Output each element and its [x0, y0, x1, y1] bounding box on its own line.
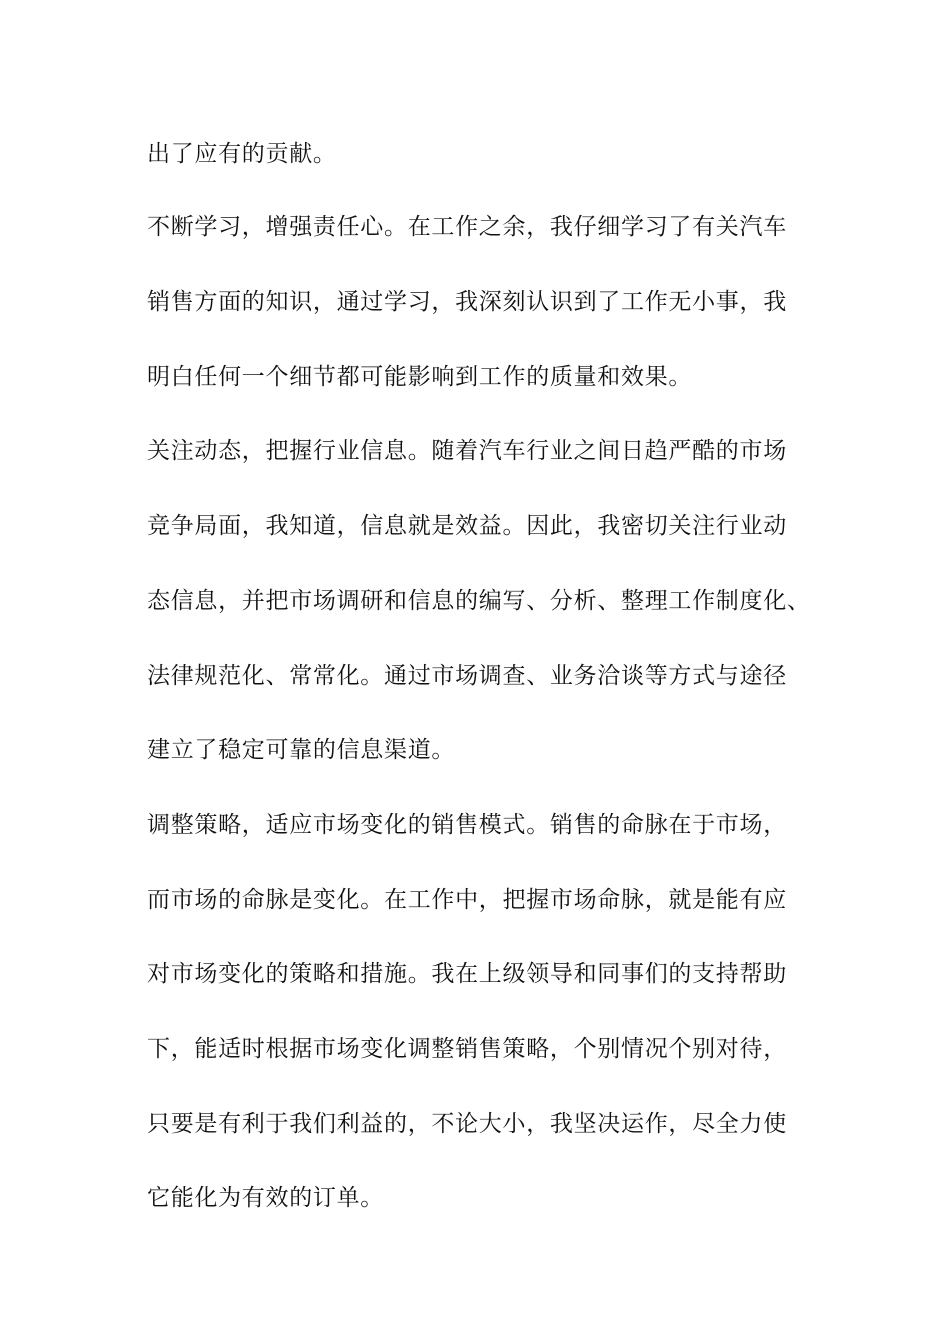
text-line-13: 下，能适时根据市场变化调整销售策略，个别情况个别对待，	[147, 1036, 787, 1062]
text-line-8: 法律规范化、常常化。通过市场调查、业务洽谈等方式与途径	[147, 663, 787, 689]
text-line-5: 关注动态，把握行业信息。随着汽车行业之间日趋严酷的市场	[147, 438, 787, 464]
text-line-15: 它能化为有效的订单。	[147, 1185, 384, 1211]
text-line-7: 态信息，并把市场调研和信息的编写、分析、整理工作制度化、	[147, 588, 811, 614]
text-line-12: 对市场变化的策略和措施。我在上级领导和同事们的支持帮助	[147, 961, 787, 987]
text-line-2: 不断学习，增强责任心。在工作之余，我仔细学习了有关汽车	[147, 214, 787, 240]
text-line-4: 明白任何一个细节都可能影响到工作的质量和效果。	[147, 364, 693, 390]
text-line-11: 而市场的命脉是变化。在工作中，把握市场命脉，就是能有应	[147, 887, 787, 913]
text-line-3: 销售方面的知识，通过学习，我深刻认识到了工作无小事，我	[147, 289, 787, 315]
text-line-6: 竞争局面，我知道，信息就是效益。因此，我密切关注行业动	[147, 513, 787, 539]
text-line-1: 出了应有的贡献。	[147, 141, 337, 167]
text-line-9: 建立了稳定可靠的信息渠道。	[147, 737, 456, 763]
text-line-10: 调整策略，适应市场变化的销售模式。销售的命脉在于市场，	[147, 812, 787, 838]
text-line-14: 只要是有利于我们利益的，不论大小，我坚决运作，尽全力使	[147, 1111, 787, 1137]
